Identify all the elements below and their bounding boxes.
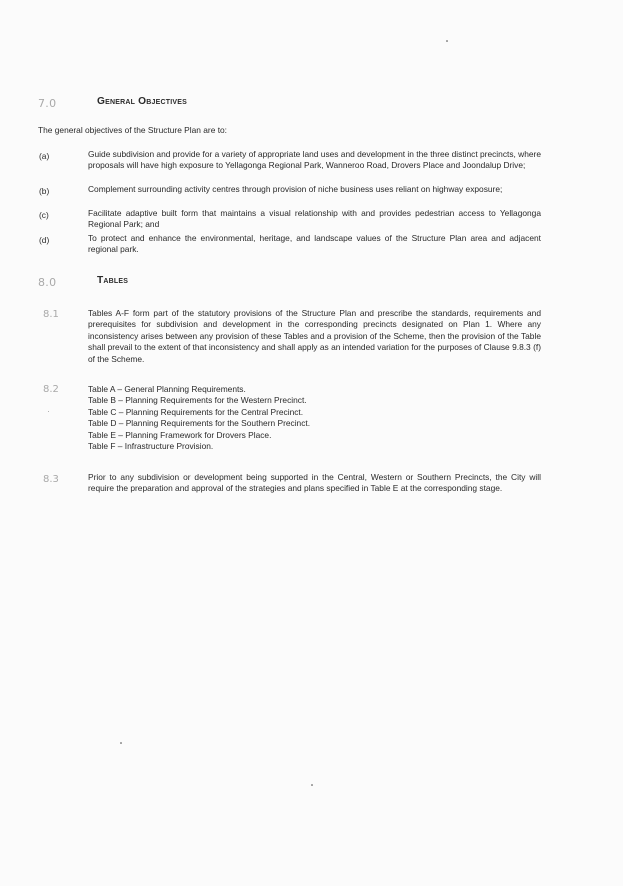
- objective-d-text: To protect and enhance the environmental, heritage, and landscape values of the Structure Plan area and adjacent regional park.: [88, 233, 541, 255]
- scan-speck: [446, 40, 448, 42]
- objective-a-text: Guide subdivision and provide for a variety of appropriate land uses and development in the three distinct precincts, where proposals will have high exposure to Yellagonga Regional Park, Wanneroo Road, Drovers Place and Joondalup Drive;: [88, 149, 541, 171]
- subsection-8-3-number: 8.3: [43, 474, 59, 485]
- subsection-8-2-number: 8.2: [43, 384, 59, 395]
- objective-b-label: (b): [39, 186, 50, 196]
- objective-a-label: (a): [39, 151, 50, 161]
- scan-speck: [311, 784, 313, 786]
- section-8-title: Tables: [97, 275, 129, 286]
- section-7-title: General Objectives: [97, 96, 187, 107]
- list-item: Table A – General Planning Requirements.: [88, 384, 246, 394]
- objective-c-label: (c): [39, 210, 49, 220]
- list-item: Table E – Planning Framework for Drovers Place.: [88, 429, 272, 440]
- objective-c-text: Facilitate adaptive built form that maintains a visual relationship with and provides pedestrian access to Yellagonga Regional Park; and: [88, 208, 541, 230]
- objective-d-label: (d): [39, 235, 50, 245]
- scan-speck: [48, 411, 49, 412]
- list-item: Table B – Planning Requirements for the Western Precinct.: [88, 395, 307, 406]
- list-item: Table F – Infrastructure Provision.: [88, 441, 214, 452]
- section-7-number: 7.0: [38, 97, 57, 110]
- subsection-8-1-text: Tables A-F form part of the statutory provisions of the Structure Plan and prescribe the standards, requirements and prerequisites for subdivision and development in the corresponding precincts designated on Plan 1. Where any inconsistency arises between any provision of these Tables and a provision of the Scheme, then the provision of the Table shall prevail to the extent of that inconsistency and shall apply as an intended variation for the purposes of Clause 9.8.3 (f) of the Scheme.: [88, 308, 541, 364]
- list-item: Table D – Planning Requirements for the Southern Precinct.: [88, 418, 311, 429]
- subsection-8-1-number: 8.1: [43, 309, 59, 320]
- scan-speck: [120, 742, 122, 744]
- section-8-number: 8.0: [38, 276, 57, 289]
- section-7-intro: The general objectives of the Structure Plan are to:: [38, 125, 228, 135]
- subsection-8-3-text: Prior to any subdivision or development being supported in the Central, Western or Southern Precincts, the City will require the preparation and approval of the strategies and plans specified in Table E at the corresponding stage.: [88, 472, 541, 494]
- list-item: Table C – Planning Requirements for the Central Precinct.: [88, 406, 304, 417]
- objective-b-text: Complement surrounding activity centres through provision of niche business uses reliant on highway exposure;: [88, 184, 503, 194]
- tables-list: [88, 384, 310, 452]
